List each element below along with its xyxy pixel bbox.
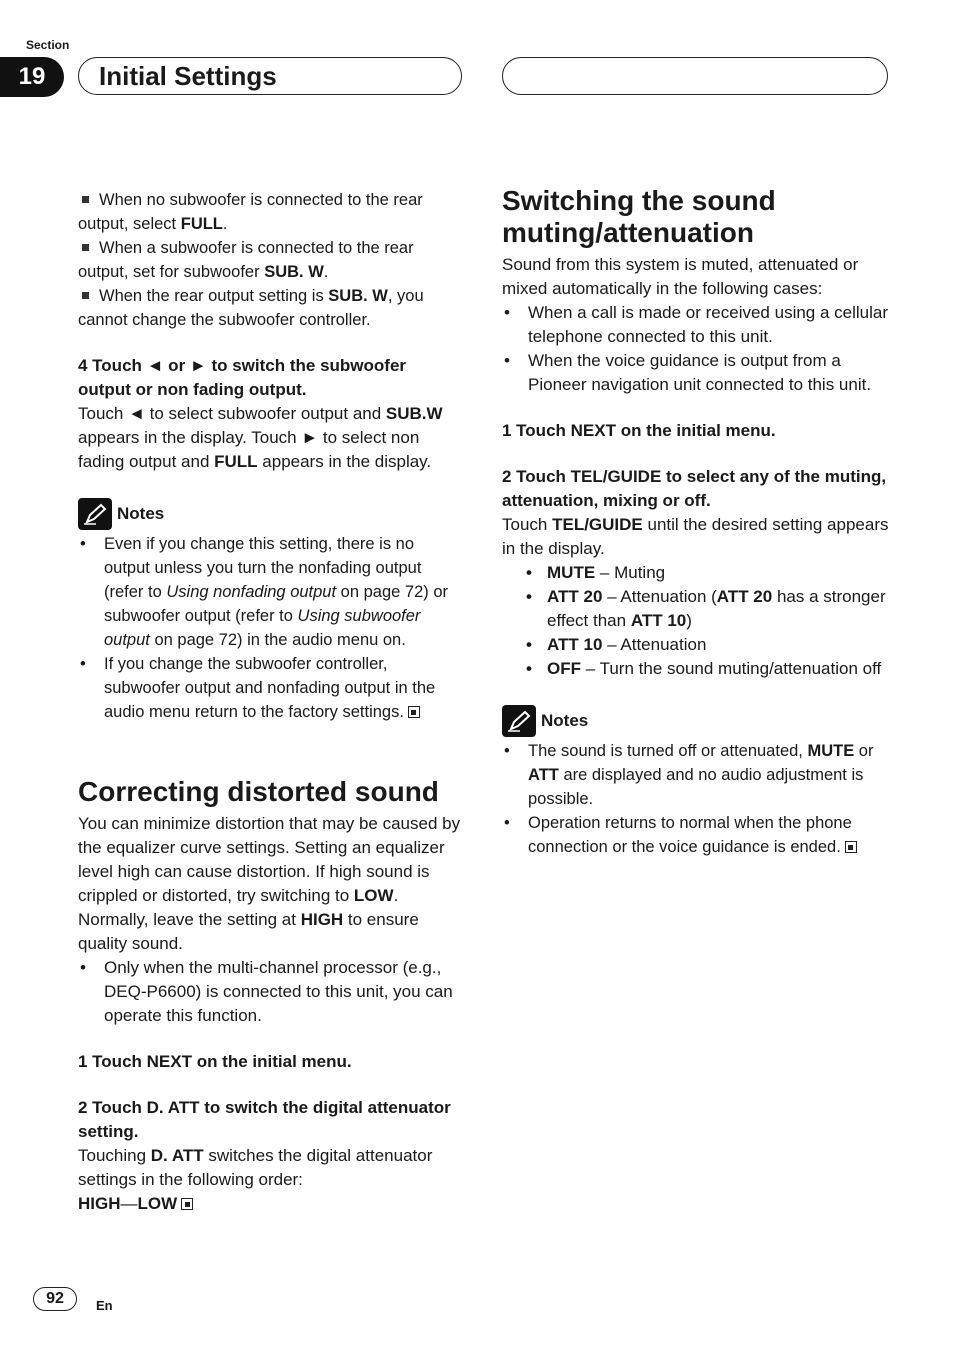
square-bullet-icon [82,196,89,203]
page-number: 92 [33,1287,77,1311]
distort-sequence: HIGH—LOW [78,1192,463,1216]
distort-step-2: 2 Touch D. ATT to switch the digital attenuator setting. [78,1098,451,1141]
list-item: • When the voice guidance is output from a Pioneer navigation unit connected to this unit. [502,349,890,397]
list-item: • Even if you change this setting, there is no output unless you turn the nonfading output (refer to Using nonfading output on page 72) or subwoofer output (refer to Using subwoofer output on page 72) in the audio menu on. [78,532,463,652]
muting-intro: Sound from this system is muted, attenuated or mixed automatically in the following cases: [502,255,859,298]
muting-options [522,561,890,681]
pencil-note-icon [78,498,112,530]
distort-step-2-body: Touching D. ATT switches the digital attenuator settings in the following order: [78,1146,433,1189]
square-bullet-icon [82,292,89,299]
left-column [78,188,463,1216]
section-heading-distortion: Correcting distorted sound [78,776,439,807]
list-item: • The sound is turned off or attenuated, MUTE or ATT are displayed and no audio adjustment is possible. [502,739,890,811]
list-item: • If you change the subwoofer controller, subwoofer output and nonfading output in the audio menu return to the factory settings. [78,652,463,724]
section-label: Section [26,38,70,52]
distortion-bullets [78,956,463,1028]
notes-list [78,532,463,724]
muting-step-2: 2 Touch TEL/GUIDE to select any of the muting, attenuation, mixing or off. [502,467,887,510]
distort-step-1: 1 Touch NEXT on the initial menu. [78,1052,352,1071]
list-item: • MUTE – Muting [522,561,890,585]
header-empty-box [502,57,888,95]
list-item: • OFF – Turn the sound muting/attenuation off [522,657,890,681]
end-mark-icon [845,841,857,853]
section-heading-muting: Switching the sound muting/attenuation [502,185,776,248]
list-item: • ATT 20 – Attenuation (ATT 20 has a stronger effect than ATT 10) [522,585,890,633]
distortion-paragraph: You can minimize distortion that may be caused by the equalizer curve settings. Setting an equalizer level high can cause distortion. If high sound is crippled or distorted, try switching to LOW. Normally, leave the setting at HIGH to ensure quality sound. [78,814,461,953]
language-code: En [96,1298,113,1313]
step-4-body: Touch ◄ to select subwoofer output and SUB.W appears in the display. Touch ► to select non fading output and FULL appears in the display. [78,404,443,471]
right-column [502,185,890,859]
list-item: • Operation returns to normal when the phone connection or the voice guidance is ended. [502,811,890,859]
notes-header: Notes [502,705,890,737]
muting-cases [502,301,890,397]
muting-step-1: 1 Touch NEXT on the initial menu. [502,421,776,440]
square-bullet-icon [82,244,89,251]
square-item: When no subwoofer is connected to the rear output, select FULL. [78,191,423,233]
square-item: When a subwoofer is connected to the rear output, set for subwoofer SUB. W. [78,239,414,281]
notes-list [502,739,890,859]
notes-header: Notes [78,498,463,530]
step-4-title: 4 Touch ◄ or ► to switch the subwoofer output or non fading output. [78,356,407,399]
pencil-note-icon [502,705,536,737]
list-item: • ATT 10 – Attenuation [522,633,890,657]
list-item: • When a call is made or received using a cellular telephone connected to this unit. [502,301,890,349]
section-number: 19 [0,57,64,97]
page-title: Initial Settings [78,57,462,95]
square-item: When the rear output setting is SUB. W, you cannot change the subwoofer controller. [78,287,424,329]
muting-step-2-body: Touch TEL/GUIDE until the desired setting appears in the display. [502,515,889,558]
end-mark-icon [408,706,420,718]
end-mark-icon [181,1198,193,1210]
list-item: • Only when the multi-channel processor (e.g., DEQ-P6600) is connected to this unit, you can operate this function. [78,956,463,1028]
